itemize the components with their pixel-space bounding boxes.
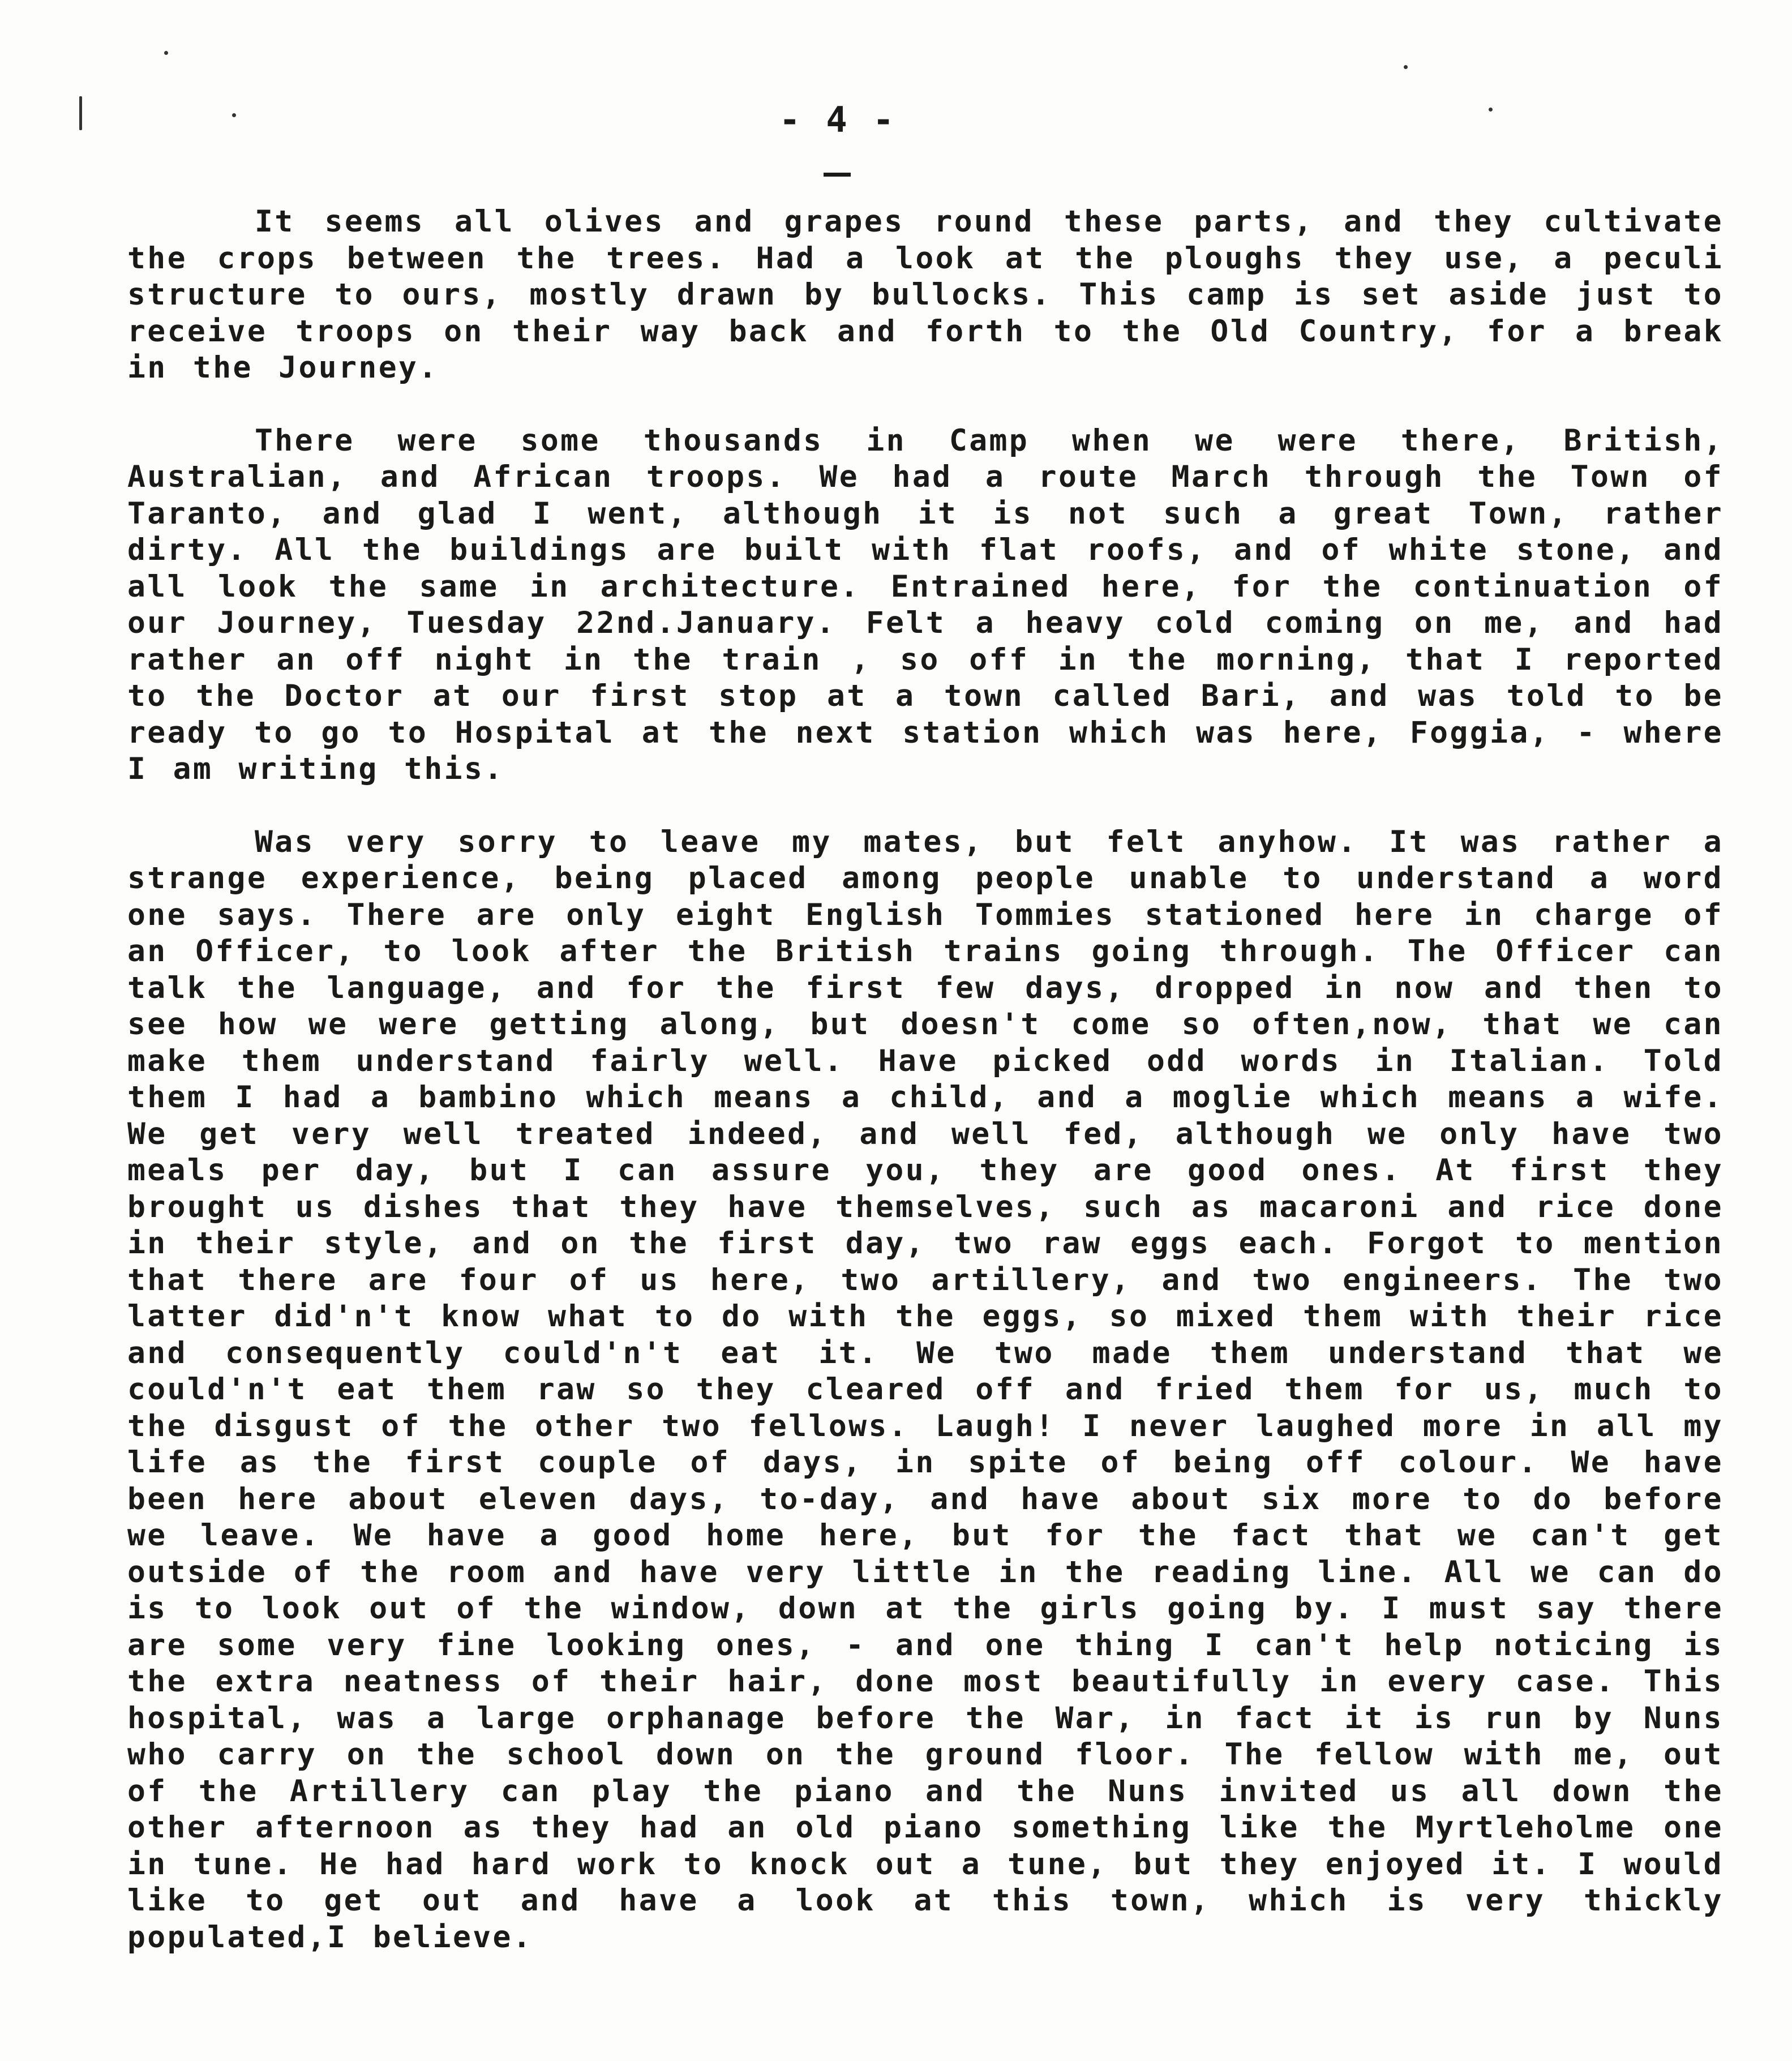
page-number: - 4 - [779,99,897,140]
paragraph-taranto-camp: There were some thousands in Camp when we were there, British, Australian, and African troops. We had a route March through the Town of Taranto, and glad I went, although it is not such a great Town, rather dirty. All the buildings are built with flat roofs, and of white stone, and all look the same in architecture. Entrained here, for the continuation of our Journey, Tuesday 22nd.January. Felt a heavy cold coming on me, and had rather an off night in the train , so off in the morning, that I reported to the Doctor at our first stop at a town called Bari, and was told to be ready to go to Hospital at the next station which was here, Foggia, - where I am writing this. [127,423,1724,786]
letter-body [127,204,1724,1992]
paragraph-olives-and-grapes: It seems all olives and grapes round these parts, and they cultivate the crops between the trees. Had a look at the ploughs they use, a peculi structure to ours, mostly drawn by bullocks. This camp is set aside just to receive troops on their way back and forth to the Old Country, for a break in the Journey. [127,204,1724,385]
ink-speck [164,51,168,55]
paragraph-foggia-hospital: Was very sorry to leave my mates, but felt anyhow. It was rather a strange experience, being placed among people unable to understand a word one says. There are only eight English Tommies stationed here in charge of an Officer, to look after the British trains going through. The Officer can talk the language, and for the first few days, dropped in now and then to see how we were getting along, but doesn't come so often,now, that we can make them understand fairly well. Have picked odd words in Italian. Told them I had a bambino which means a child, and a moglie which means a wife. We get very well treated indeed, and well fed, although we only have two meals per day, but I can assure you, they are good ones. At first they brought us dishes that they have themselves, such as macaroni and rice done in their style, and on the first day, two raw eggs each. Forgot to mention that there are four of us here, two artillery, and two engineers. The two latter did'n't know what to do with the eggs, so mixed them with their rice and consequently could'n't eat it. We two made them understand that we could'n't eat them raw so they cleared off and fried them for us, much to the disgust of the other two fellows. Laugh! I never laughed more in all my life as the first couple of days, in spite of being off colour. We have been here about eleven days, to-day, and have about six more to do before we leave. We have a good home here, but for the fact that we can't get outside of the room and have very little in the reading line. All we can do is to look out of the window, down at the girls going by. I must say there are some very fine looking ones, - and one thing I can't help noticing is the extra neatness of their hair, done most beautifully in every case. This hospital, was a large orphanage before the War, in fact it is run by Nuns who carry on the school down on the ground floor. The fellow with me, out of the Artillery can play the piano and the Nuns invited us all down the other afternoon as they had an old piano something like the Myrtleholme one in tune. He had hard work to knock out a tune, but they enjoyed it. I would like to get out and have a look at this town, which is very thickly populated,I believe. [127,824,1724,1955]
page-number-rule [824,173,851,177]
ink-speck [1404,65,1408,69]
